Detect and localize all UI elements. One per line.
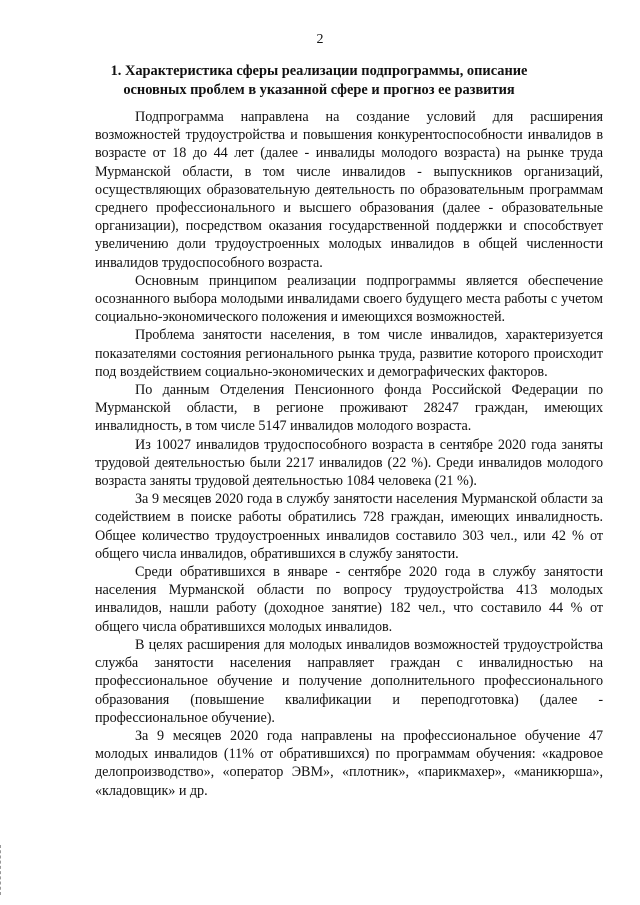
paragraph: Проблема занятости населения, в том числе инвалидов, характеризуется показателями состояния регионального рынка труда, развитие которого происходит под воздействием социально-экономических и демографических факторов. bbox=[95, 327, 603, 380]
section-heading: 1. Характеристика сферы реализации подпрограммы, описание основных проблем в указанной сфере и прогноз ее развития bbox=[110, 63, 528, 98]
paragraph: Подпрограмма направлена на создание условий для расширения возможностей трудоустройства и повышения конкурентоспособности инвалидов в возрасте от 18 до 44 лет (далее - инвалиды молодого возраста) на рынке труда Мурманской области, в том числе инвалидов - выпускников организаций, осуществляющих образовательную деятельность по образовательным программам среднего профессионального и высшего образования (далее - образовательные организации), посредством оказания государственной поддержки и способствует увеличению доли трудоустроенных молодых инвалидов в общей численности инвалидов трудоспособного возраста. bbox=[95, 109, 603, 271]
paragraph: Среди обратившихся в январе - сентябре 2020 года в службу занятости населения Мурманской области по вопросу трудоустройства 413 молодых инвалидов, нашли работу (доходное занятие) 182 чел., что составило 44 % от общего числа обратившихся молодых инвалидов. bbox=[95, 564, 603, 635]
paragraph: Основным принципом реализации подпрограммы является обеспечение осознанного выбора молодыми инвалидами своего будущего места работы с учетом социально-экономического положения и имеющихся возможностей. bbox=[95, 272, 603, 326]
paragraph: По данным Отделения Пенсионного фонда Российской Федерации по Мурманской области, в регионе проживают 28247 граждан, имеющих инвалидность, в том числе 5147 инвалидов молодого возраста. bbox=[95, 382, 603, 435]
section-body bbox=[95, 108, 603, 800]
paragraph: За 9 месяцев 2020 года в службу занятости населения Мурманской области за содействием в поиске работы обратились 728 граждан, имеющих инвалидность. Общее количество трудоустроенных инвалидов составило 303 чел., или 42 % от общего числа инвалидов, обратившихся в службу занятости. bbox=[95, 491, 603, 562]
paragraph: В целях расширения для молодых инвалидов возможностей трудоустройства служба занятости населения направляет граждан с инвалидностью на профессиональное обучение и получение дополнительного профессионального образования (повышение квалификации и переподготовка) (далее - профессиональное обучение). bbox=[95, 636, 603, 726]
paragraph: За 9 месяцев 2020 года направлены на профессиональное обучение 47 молодых инвалидов (11% от обратившихся) по программам обучения: «кадровое делопроизводство», «оператор ЭВМ», «плотник», «парикмахер», «маникюрша», «кладовщик» и др. bbox=[95, 727, 603, 799]
scan-margin-mark bbox=[0, 845, 4, 895]
page-number: 2 bbox=[316, 32, 324, 47]
paragraph: Из 10027 инвалидов трудоспособного возраста в сентябре 2020 года заняты трудовой деятельностью были 2217 инвалидов (22 %). Среди инвалидов молодого возраста заняты трудовой деятельностью 1084 человека (21 %). bbox=[95, 436, 603, 490]
